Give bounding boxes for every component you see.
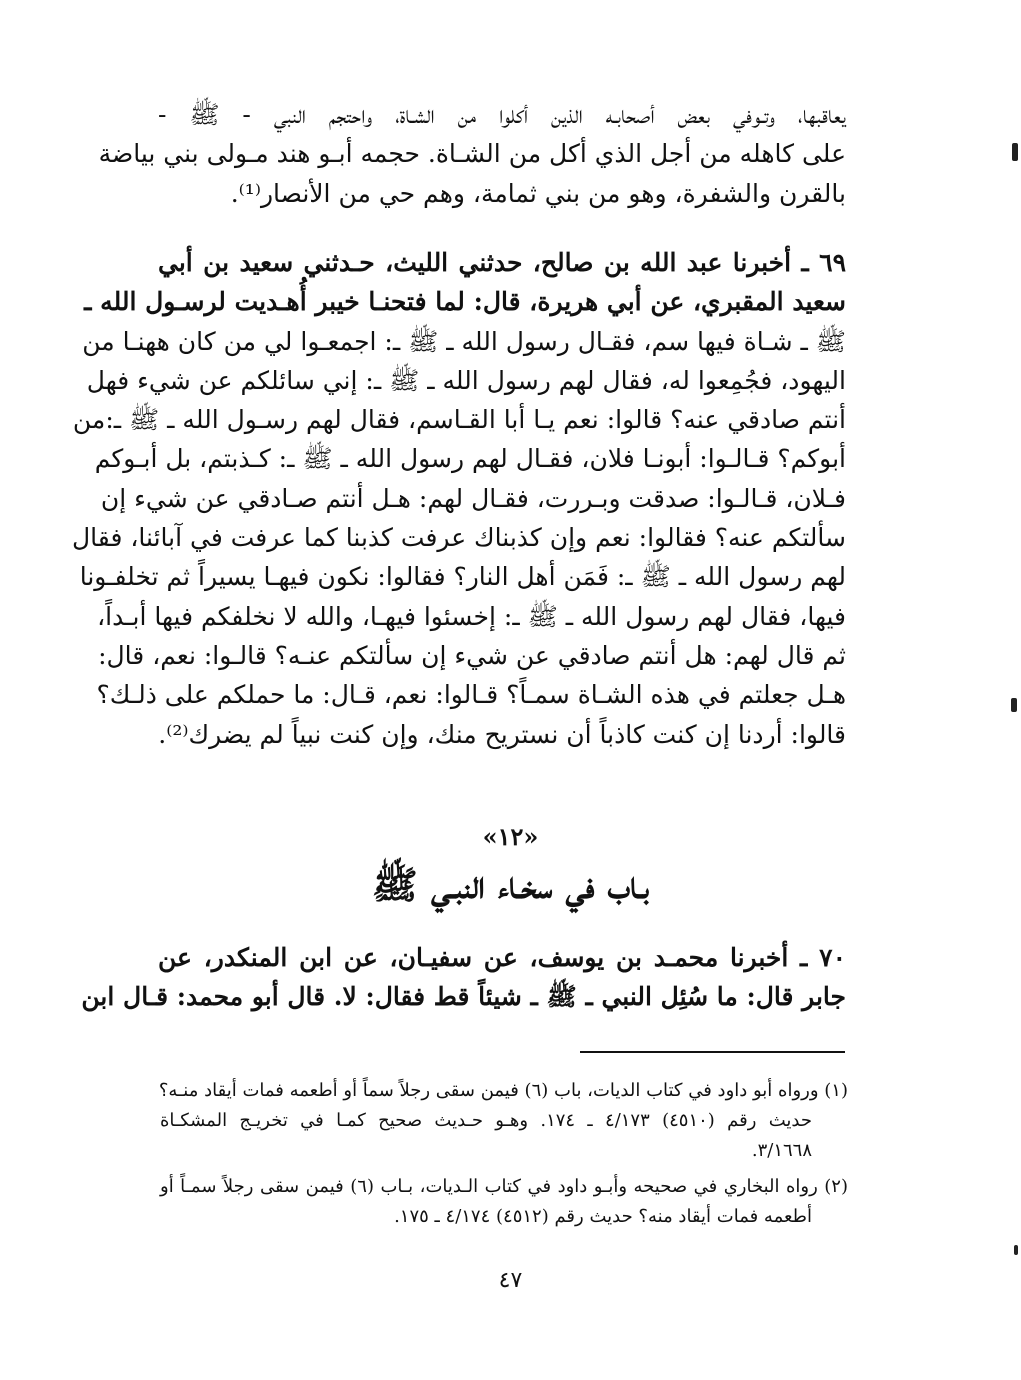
scan-edge-mark bbox=[1011, 698, 1017, 712]
text-line: ٧٠ ـ أخبرنا محمـد بن يوسف، عن سفيـان، عن ابن المنكدر، عن bbox=[158, 943, 846, 972]
scan-edge-mark bbox=[1012, 143, 1018, 161]
footnote-line: أطعمه فمات أيقاد منه؟ حديث رقم (٤٥١٢) ٤/١٧٤ ـ ١٧٥. bbox=[394, 1206, 812, 1227]
footnote-line: (١) ورواه أبو داود في كتاب الديات، باب (٦) فيمن سقى رجلاً سماً أو أطعمه فمات أيقاد منـه؟ bbox=[158, 1080, 848, 1101]
hadith-70 bbox=[81, 938, 846, 1017]
text-line: أبوكم؟ قـالـوا: أبونـا فلان، فقـال لهم رسول الله ـ ﷺ ـ: كـذبتم، بل أبـوكم bbox=[94, 444, 846, 474]
page-number: ٤٧ bbox=[498, 1268, 523, 1293]
text-line: أنتم صادقي عنه؟ قالوا: نعم يـا أبا القـاسم، فقال لهم رسـول الله ـ ﷺ ـ:من bbox=[72, 405, 846, 435]
footnote-line: (٢) رواه البخاري في صحيحه وأبـو داود في كتاب الـديات، بـاب (٦) فيمن سقى رجلاً سمـاً أو bbox=[160, 1176, 848, 1197]
footnote-1 bbox=[160, 1076, 848, 1166]
text-line: ﷺ ـ شـاة فيها سم، فقـال رسول الله ـ ﷺ ـ: اجمعـوا لي من كان ههنـا من bbox=[82, 326, 846, 356]
footnote-line: حديث رقم (٤٥١٠) ٤/١٧٣ ـ ١٧٤. وهـو حـديث صحيح كمـا في تخريـج المشكـاة bbox=[160, 1110, 812, 1131]
chapter-number: «١٢» bbox=[482, 822, 539, 851]
text-line: ٦٩ ـ أخبرنا عبد الله بن صالح، حدثني الليث، حـدثني سعيد بن أبي bbox=[158, 248, 846, 277]
footnote-separator bbox=[580, 1051, 845, 1053]
text-line: فـلان، قـالـوا: صدقت وبـررت، فقـال لهم: هـل أنتم صـادقي عن شيء إن bbox=[100, 483, 846, 513]
footnote-line: ٣/١٦٦٨. bbox=[751, 1140, 812, 1161]
text-line: لهم رسول الله ـ ﷺ ـ: فَمَن أهل النار؟ فقالوا: نكون فيهـا يسيراً ثم تخلفـونا bbox=[79, 562, 846, 592]
text-line: سعيد المقبري، عن أبي هريرة، قال: لما فتحنـا خيبر أُهـديت لرسـول الله ـ bbox=[84, 287, 846, 317]
chapter-title: بـاب في سخـاء النبـي ﷺ bbox=[371, 862, 650, 907]
footnote-2 bbox=[160, 1172, 848, 1232]
text-line: على كاهله من أجل الذي أكل من الشـاة. حجمه أبـو هند مـولى بني بياضة bbox=[98, 139, 846, 169]
text-line: بالقرن والشفرة، وهو من بني ثمامة، وهم حي من الأنصار⁽¹⁾. bbox=[230, 178, 846, 208]
text-line: يعاقبها، وتـوفي بعض أصحابـه الذين أكلوا من الشـاة، واحتجم النبي - ﷺ - bbox=[158, 100, 846, 129]
text-line: اليهود، فجُمِعوا له، فقال لهم رسول الله ـ ﷺ ـ: إني سائلكم عن شيء فهل bbox=[86, 365, 846, 395]
text-line: قالوا: أردنا إن كنت كاذباً أن نستريح منك، وإن كنت نبياً لم يضرك⁽²⁾. bbox=[158, 719, 846, 749]
hadith-69 bbox=[72, 243, 846, 754]
text-line: ثم قال لهم: هل أنتم صادقي عن شيء إن سألتكم عنـه؟ قالـوا: نعم، قال: bbox=[98, 640, 846, 670]
paragraph-continuation bbox=[98, 95, 846, 213]
text-line: هـل جعلتم في هذه الشـاة سمـاً؟ قـالوا: نعم، قـال: ما حملكم على ذلـك؟ bbox=[96, 680, 846, 710]
text-line: فيها، فقال لهم رسول الله ـ ﷺ ـ: إخسئوا فيهـا، والله لا نخلفكم فيها أبـداً، bbox=[97, 601, 846, 631]
text-line: سألتكم عنه؟ فقالوا: نعم وإن كذبناك عرفت كذبنا كما عرفت في آبائنا، فقال bbox=[72, 523, 846, 553]
text-line: جابر قال: ما سُئِل النبي ـ ﷺ ـ شيئاً قط فقال: لا. قال أبو محمد: قـال ابن bbox=[81, 982, 846, 1012]
scan-edge-mark bbox=[1014, 1245, 1018, 1255]
footnotes bbox=[160, 1076, 848, 1238]
